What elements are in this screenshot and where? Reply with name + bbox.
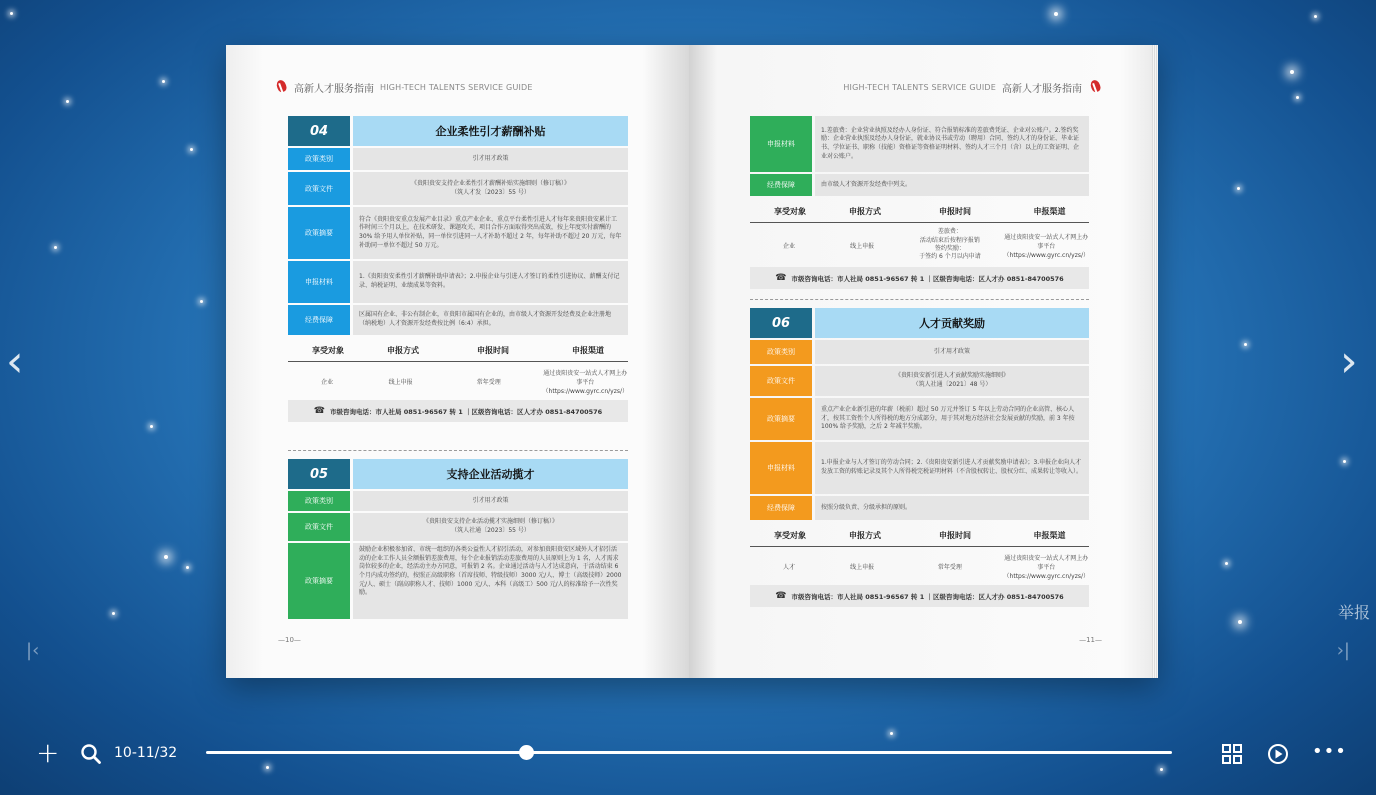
first-page-icon[interactable]: |‹ bbox=[26, 640, 40, 661]
page-progress-slider[interactable] bbox=[206, 751, 1172, 754]
search-icon[interactable] bbox=[80, 743, 102, 765]
section-number: 06 bbox=[750, 308, 812, 338]
flipbook[interactable] bbox=[226, 45, 1158, 678]
logo-icon bbox=[274, 79, 288, 95]
table-row: 企业 线上申报 常年受理 通过贵阳贵安一站式人才网上办事平台（https://www.gyrc.cn/yzs/） bbox=[321, 369, 629, 395]
section-divider bbox=[750, 299, 1089, 300]
phone-icon: ☎ bbox=[775, 273, 787, 283]
section-06: 06 人才贡献奖励 政策类别 引才用才政策 政策文件 《贵阳贵安新引进人才贡献奖励实施细则》 （筑人社通〔2021〕48 号） 政策摘要 重点产业企业新引进的年薪（税前）超过 50 万元并签订 5 年以上劳动合同的企业高管、核心人才，按其工资性个人所得税的地方分成部分，用于其对地方经济社会发展贡献的奖励，前 3 年按 100% 给予奖励，之后 2 年减半奖励。 申报材料 1.申报企业与人才签订的劳动合同；2.《贵阳贵安新引进人才贡献奖励申请表》；3.申报企业向人才发放工资的转账记录及其个人所得税完税证明材料（不含股权转让、股权分红、成果转让等收入）。 经费保障 按照分级负责、分级承担的原则。 享受对象 申报方式 申报时间 申报渠道 人才 线上申报 常年受理 通过贵阳贵安一站式人才网上办事平台（https://www.gyrc.cn/yzs/） ☎ 市级咨询电话：市人社局 0851-96567 转 1 ｜区级咨询电话：区人才办 0851-84700576 bbox=[750, 308, 1089, 607]
page-right[interactable] bbox=[689, 45, 1158, 678]
section-divider bbox=[288, 450, 628, 451]
hotline-bar: ☎ 市级咨询电话：市人社局 0851-96567 转 1 ｜区级咨询电话：区人才办 0851-84700576 bbox=[288, 400, 628, 422]
page-header: 高新人才服务指南 HIGH-TECH TALENTS SERVICE GUIDE bbox=[274, 79, 533, 95]
page-number: —10— bbox=[278, 636, 301, 644]
hotline-bar: ☎ 市级咨询电话：市人社局 0851-96567 转 1 ｜区级咨询电话：区人才办 0851-84700576 bbox=[750, 267, 1089, 289]
play-icon[interactable] bbox=[1267, 743, 1289, 765]
section-title: 企业柔性引才薪酬补贴 bbox=[353, 116, 628, 146]
report-link[interactable]: 举报 bbox=[1337, 603, 1370, 622]
last-page-icon[interactable]: ›| bbox=[1336, 640, 1350, 661]
viewer-toolbar bbox=[0, 735, 1376, 771]
phone-icon: ☎ bbox=[775, 591, 787, 601]
section-05: 05 支持企业活动揽才 政策类别 引才用才政策 政策文件 《贵阳贵安支持企业活动揽才实施细则（修订稿）》 （筑人社通〔2023〕55 号） 政策摘要 鼓励企业积极参加省、市统一组织的各类公益性人才招引活动，对参加贵阳贵安区域外人才招引活动的企业工作人员全额报销差旅费用，每个企业报销活动差旅费用的人员原则上为 1 名，人才需求岗位较多的企业，经活动主办方同意，可报销 2 名。企业通过活动与人才达成意向，于活动结束 6 个月内成功签约的，按照正高级职称（首席技师、特级技师）3000 元/人、博士（高级技师）2000 元/人、硕士（副高职称人才、技师）1000 元/人、本科（高级工）500 元/人的标准给予一次性奖励。 bbox=[288, 459, 628, 619]
plus-icon[interactable]: + bbox=[36, 736, 60, 769]
table-row: 企业 线上申报 差旅费： 活动结束后按程序报销 签约奖励： 于签约 6 个月以内申请 通过贵阳贵安一站式人才网上办事平台（https://www.gyrc.cn/yzs/） bbox=[783, 228, 1090, 261]
page-left[interactable] bbox=[226, 45, 689, 678]
section-title: 人才贡献奖励 bbox=[815, 308, 1089, 338]
service-table: 享受对象 申报方式 申报时间 申报渠道 企业 线上申报 常年受理 通过贵阳贵安一站式人才网上办事平台（https://www.gyrc.cn/yzs/） ☎ 市级咨询电话：市人社局 0851-96567 转 1 ｜区级咨询电话：区人才办 0851-84700576 bbox=[288, 345, 628, 422]
logo-icon bbox=[1088, 79, 1102, 95]
section-number: 05 bbox=[288, 459, 350, 489]
service-table: 享受对象 申报方式 申报时间 申报渠道 企业 线上申报 差旅费： 活动结束后按程序报销 签约奖励： 于签约 6 个月以内申请 通过贵阳贵安一站式人才网上办事平台（https://www.gyrc.cn/yzs/） ☎ 市级咨询电话：市人社局 0851-96567 转 1 ｜区级咨询电话：区人才办 0851-84700576 bbox=[750, 206, 1089, 289]
service-table: 享受对象 申报方式 申报时间 申报渠道 人才 线上申报 常年受理 通过贵阳贵安一站式人才网上办事平台（https://www.gyrc.cn/yzs/） ☎ 市级咨询电话：市人社局 0851-96567 转 1 ｜区级咨询电话：区人才办 0851-84700576 bbox=[750, 530, 1089, 607]
phone-icon: ☎ bbox=[313, 406, 325, 416]
more-dots-icon[interactable]: ••• bbox=[1312, 741, 1347, 762]
section-04: 04 企业柔性引才薪酬补贴 政策类别 引才用才政策 政策文件 《贵阳贵安支持企业柔性引才薪酬补贴实施细则（修订稿）》 （筑人才发〔2023〕55 号） 政策摘要 符合《贵阳贵安重点发展产业目录》重点产业企业、重点平台柔性引进人才每年来贵阳贵安累计工作时间三个月以上，在技术研发、课题攻关、项目合作方面取得突出成效，按上年度实付薪酬的 30% 给予用人单位补贴，同一单位引进同一人才补助不超过 2 年，每年补助不超过 20 万元，每年补助同一单位不超过 50 万元。 申报材料 1.《贵阳贵安柔性引才薪酬补助申请表》；2.申报企业与引进人才签订的柔性引进协议、薪酬支付记录、纳税证明、业绩成果等资料。 经费保障 区属国有企业、非公有制企业，市贵阳市属国有企业的，由市级人才资源开发经费及企业注册地（纳税地）人才资源开发经费按比例（6:4）承担。 享受对象 申报方式 申报时间 申报渠道 企业 线上申报 常年受理 通过贵阳贵安一站式人才网上办事平台（https://www.gyrc.cn/yzs/） ☎ 市级咨询电话：市人社局 0851-96567 转 1 ｜区级咨询电话：区人才办 0851-84700576 bbox=[288, 116, 628, 422]
next-page-button[interactable]: › bbox=[1340, 336, 1358, 387]
grid-icon[interactable] bbox=[1222, 744, 1242, 764]
table-row: 人才 线上申报 常年受理 通过贵阳贵安一站式人才网上办事平台（https://www.gyrc.cn/yzs/） bbox=[783, 554, 1090, 580]
page-indicator: 10-11/32 bbox=[114, 745, 178, 761]
page-number: —11— bbox=[1079, 636, 1102, 644]
prev-page-button[interactable]: ‹ bbox=[6, 336, 24, 387]
page-header: HIGH-TECH TALENTS SERVICE GUIDE 高新人才服务指南 bbox=[843, 79, 1102, 95]
section-number: 04 bbox=[288, 116, 350, 146]
section-05-continued: 申报材料 1.差旅费：企业营业执照及经办人身份证、符合报销标准的差旅费凭证、企业对公账户。2.签约奖励：企业营业执照及经办人身份证，就业协议书或劳动（聘用）合同、签约人才的身份证、毕业证书、学位证书、职称（技能）资格证等资格证明材料、签约人才三个月（含）以上的工资证明、企业对公账户。 经费保障 由市级人才资源开发经费中列支。 享受对象 申报方式 申报时间 申报渠道 企业 线上申报 差旅费： 活动结束后按程序报销 签约奖励： 于签约 6 个月以内申请 通过贵阳贵安一站式人才网上办事平台（https://www.gyrc.cn/yzs/） ☎ 市级咨询电话：市人社局 0851-96567 转 1 ｜区级咨询电话：区人才办 0851-84700576 bbox=[750, 116, 1089, 289]
hotline-bar: ☎ 市级咨询电话：市人社局 0851-96567 转 1 ｜区级咨询电话：区人才办 0851-84700576 bbox=[750, 585, 1089, 607]
section-title: 支持企业活动揽才 bbox=[353, 459, 628, 489]
progress-knob[interactable] bbox=[519, 745, 534, 760]
